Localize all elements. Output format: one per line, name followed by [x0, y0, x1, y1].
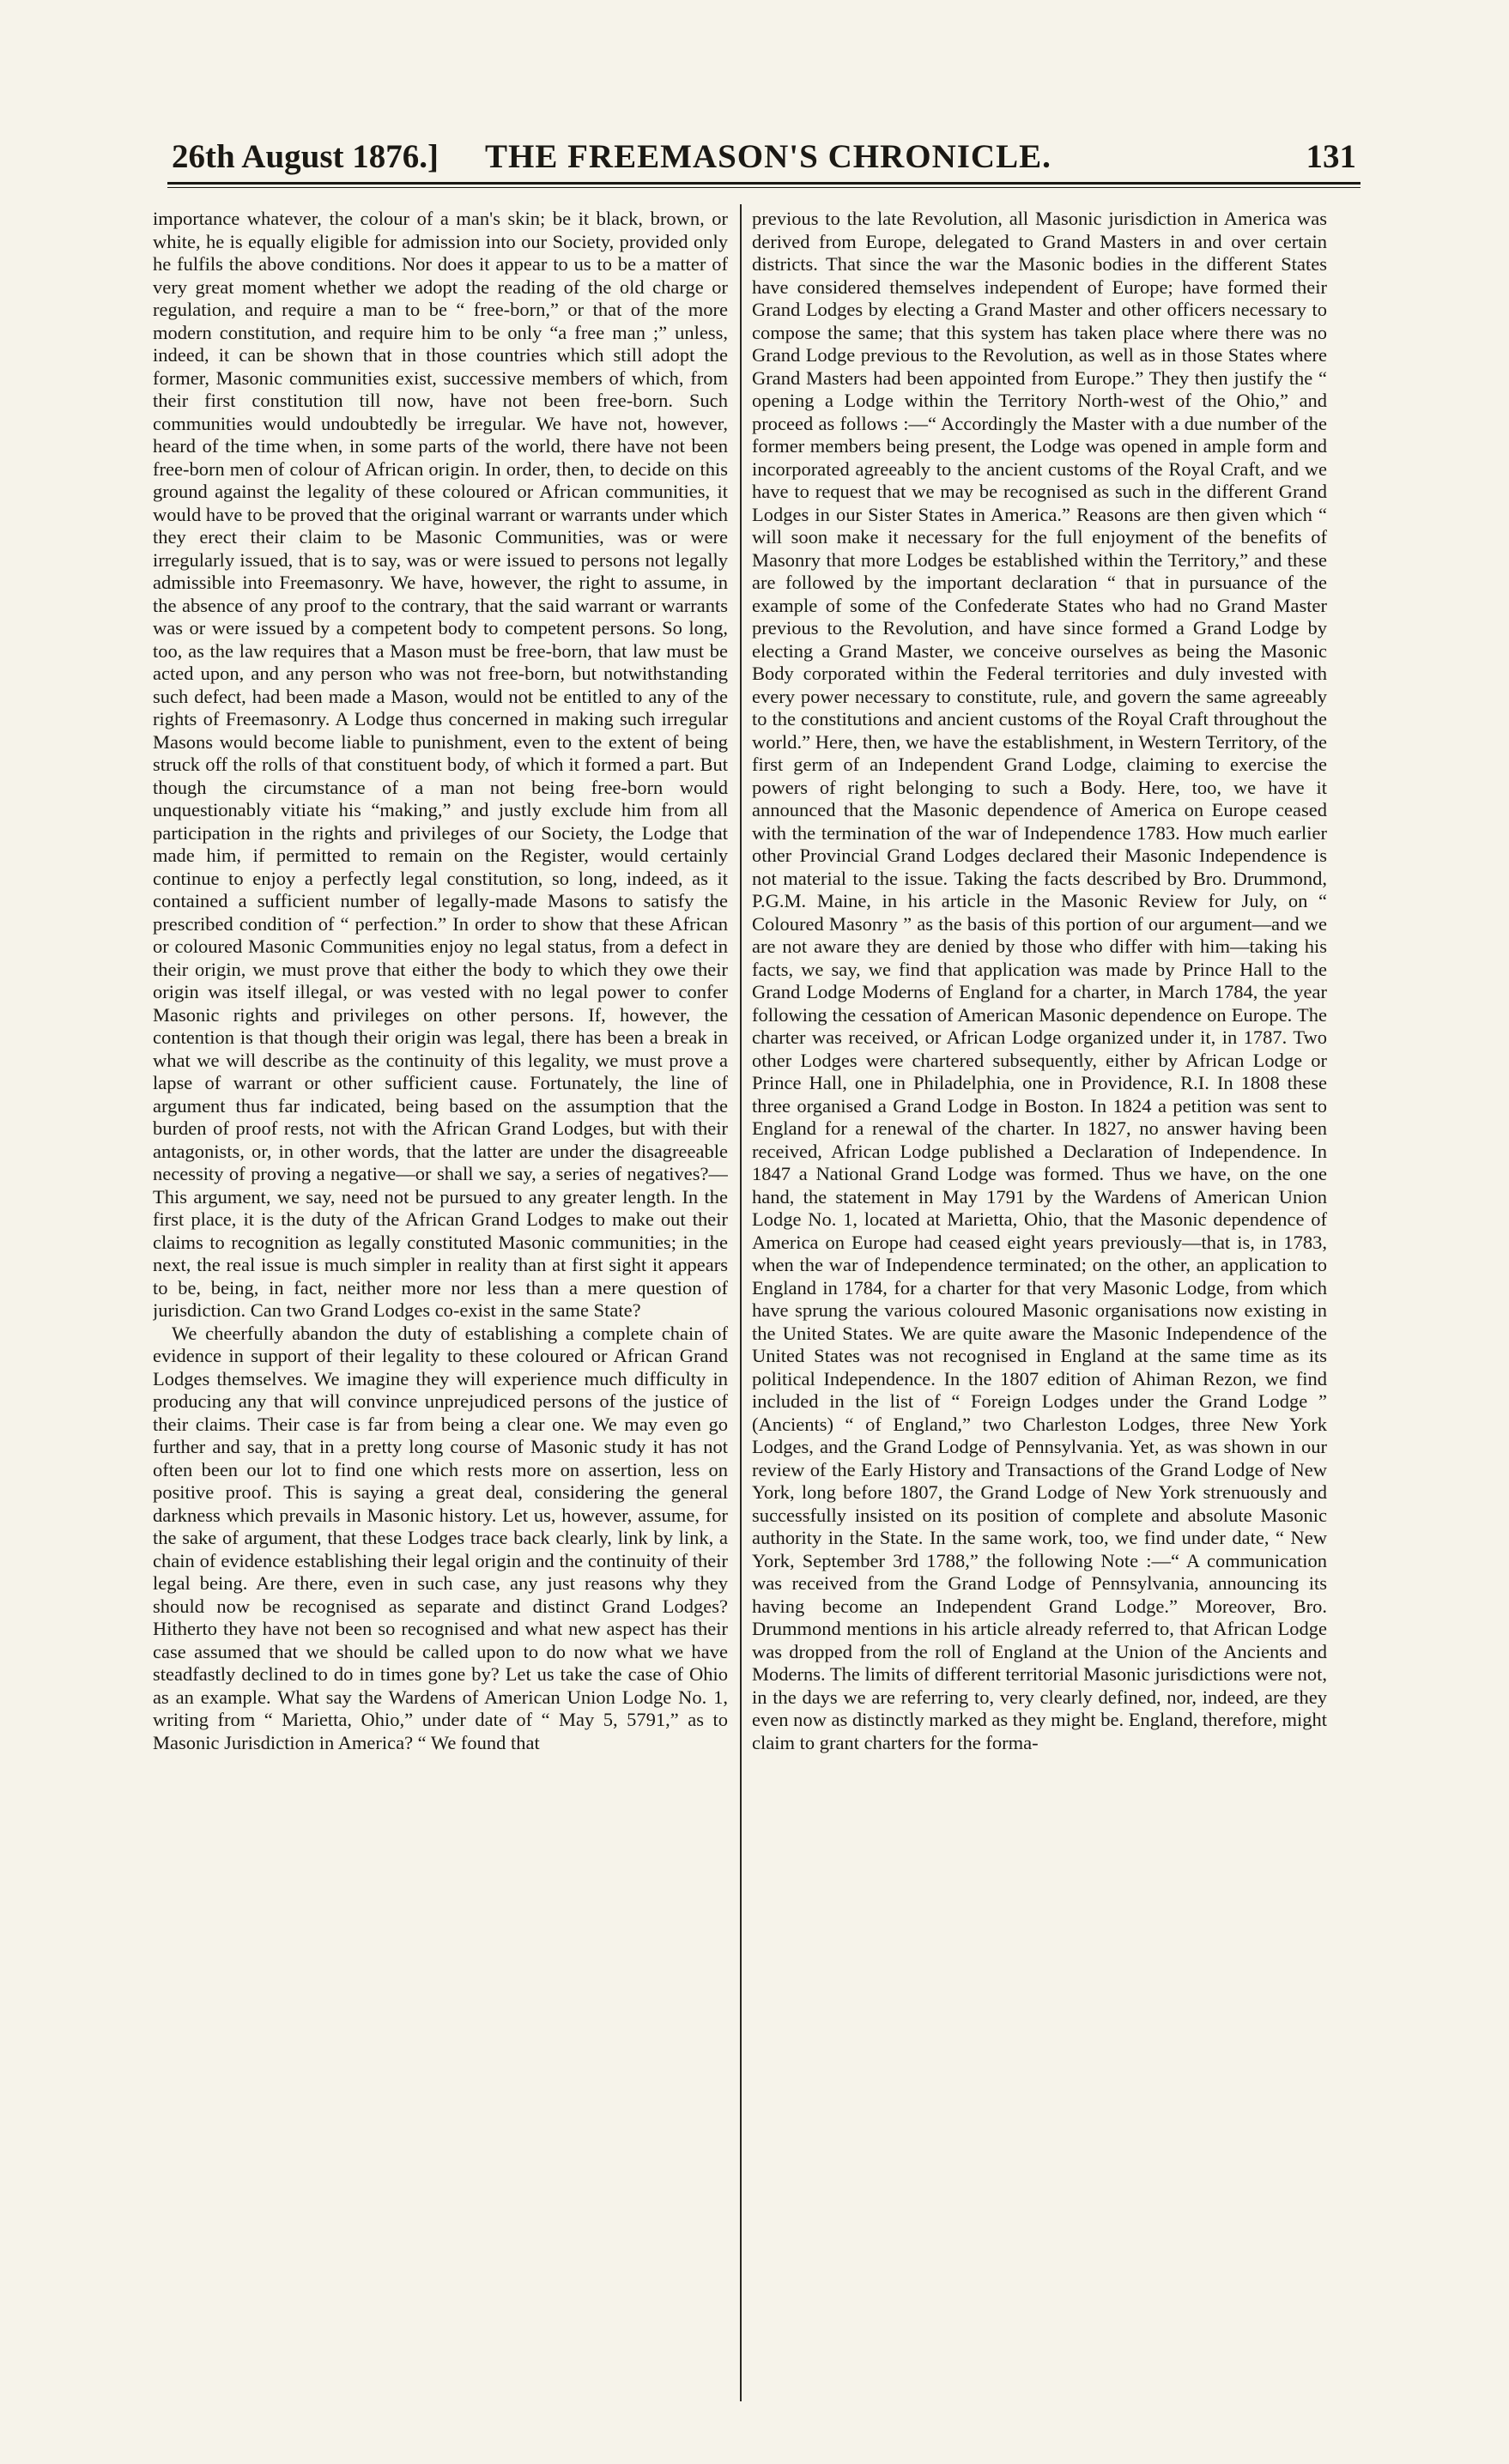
left-column: [153, 208, 728, 2392]
right-paragraph-1: previous to the late Revolution, all Masonic jurisdiction in America was derived from Europe, delegated to Grand Masters in and over certain districts. That since the war the Masonic bodies in the different States have considered themselves independent of Europe; have formed their Grand Lodges by electing a Grand Master and other officers necessary to compose the same; that this system has taken place where there was no Grand Lodge previous to the Revolution, as well as in those States where Grand Masters had been appointed from Europe.” They then justify the “ opening a Lodge within the Territory North-west of the Ohio,” and proceed as follows :—“ Accordingly the Master with a due number of the former members being present, the Lodge was opened in ample form and incorporated agreeably to the ancient customs of the Royal Craft, and we have to request that we may be recognised as such in the different Grand Lodges in our Sister States in America.” Reasons are then given which “ will soon make it necessary for the full enjoyment of the benefits of Masonry that more Lodges be established within the Territory,” and these are followed by the important declaration “ that in pursuance of the example of some of the Confederate States who had no Grand Master previous to the Revolution, and have since formed a Grand Lodge by electing a Grand Master, we conceive ourselves as being the Masonic Body corporated within the Federal territories and duly invested with every power necessary to constitute, rule, and govern the same agreeably to the constitutions and ancient customs of the Royal Craft throughout the world.” Here, then, we have the establishment, in Western Territory, of the first germ of an Independent Grand Lodge, claiming to exercise the powers of right belonging to such a Body. Here, too, we have it announced that the Masonic dependence of America on Europe ceased with the termination of the war of Independence 1783. How much earlier other Provincial Grand Lodges declared their Masonic Independence is not material to the issue. Taking the facts described by Bro. Drummond, P.G.M. Maine, in his article in the Masonic Review for July, on “ Coloured Masonry ” as the basis of this portion of our argument—and we are not aware they are denied by those who differ with him—taking his facts, we say, we find that application was made by Prince Hall to the Grand Lodge Moderns of England for a charter, in March 1784, the year following the cessation of American Masonic dependence on Europe. The charter was received, or African Lodge organized under it, in 1787. Two other Lodges were chartered subsequently, either by African Lodge or Prince Hall, one in Philadelphia, one in Providence, R.I. In 1808 these three organised a Grand Lodge in Boston. In 1824 a petition was sent to England for a renewal of the charter. In 1827, no answer having been received, African Lodge published a Declaration of Independence. In 1847 a National Grand Lodge was formed. Thus we have, on the one hand, the statement in May 1791 by the Wardens of American Union Lodge No. 1, located at Marietta, Ohio, that the Masonic dependence of America on Europe had ceased eight years previously—that is, in 1783, when the war of Independence terminated; on the other, an application to England in 1784, for a charter for that very Masonic Lodge, from which have sprung the various coloured Masonic organisations now existing in the United States. We are quite aware the Masonic Independence of the United States was not recognised in England at the same time as its political Independence. In the 1807 edition of Ahiman Rezon, we find included in the list of “ Foreign Lodges under the Grand Lodge ” (Ancients) “ of England,” two Charleston Lodges, three New York Lodges, and the Grand Lodge of Pennsylvania. Yet, as was shown in our review of the Early History and Transactions of the Grand Lodge of New York, long before 1807, the Grand Lodge of New York strenuously and successfully insisted on its position of complete and absolute Masonic authority in the State. In the same work, too, we find under date, “ New York, September 3rd 1788,” the following Note :—“ A communication was received from the Grand Lodge of Pennsylvania, announcing its having become an Independent Grand Lodge.” Moreover, Bro. Drummond mentions in his article already referred to, that African Lodge was dropped from the roll of England at the Union of the Ancients and Moderns. The limits of different territorial Masonic jurisdictions were not, in the days we are referring to, very clearly defined, nor, indeed, are they even now as distinctly marked as they might be. England, therefore, might claim to grant charters for the forma-: [752, 208, 1327, 1753]
issue-date: 26th August 1876.]: [172, 138, 439, 175]
left-paragraph-2: We cheerfully abandon the duty of establishing a complete chain of evidence in support of their legality to these coloured or African Grand Lodges themselves. We imagine they will experience much difficulty in producing any that will convince unprejudiced persons of the justice of their claims. Their case is far from being a clear one. We may even go further and say, that in a pretty long course of Masonic study it has not often been our lot to find one which rests more on assertion, less on positive proof. This is saying a great deal, considering the general darkness which prevails in Masonic history. Let us, however, assume, for the sake of argument, that these Lodges trace back clearly, link by link, a chain of evidence establishing their legal origin and the continuity of their legal being. Are there, even in such case, any just reasons why they should now be recognised as separate and distinct Grand Lodges? Hitherto they have not been so recognised and what new aspect has their case assumed that we should be called upon to do now what we have steadfastly declined to do in times gone by? Let us take the case of Ohio as an example. What say the Wardens of American Union Lodge No. 1, writing from “ Marietta, Ohio,” under date of “ May 5, 5791,” as to Masonic Jurisdiction in America? “ We found that: [153, 1322, 728, 1753]
left-paragraph-1: importance whatever, the colour of a man's skin; be it black, brown, or white, he is equally eligible for admission into our Society, provided only he fulfils the above conditions. Nor does it appear to us to be a matter of very great moment whether we adopt the reading of the old charge or regulation, and require a man to be “ free-born,” or that of the more modern constitution, and require him to be only “a free man ;” unless, indeed, it can be shown that in those countries which still adopt the former, Masonic communities exist, successive members of which, from their first constitution till now, have not been free-born. Such communities would undoubtedly be irregular. We have not, however, heard of the time when, in some parts of the world, there have not been free-born men of colour of African origin. In order, then, to decide on this ground against the legality of these coloured or African communities, it would have to be proved that the original warrant or warrants under which they erect their claim to be Masonic Communities, was or were irregularly issued, that is to say, was or were issued to persons not legally admissible into Freemasonry. We have, however, the right to assume, in the absence of any proof to the contrary, that the said warrant or warrants was or were issued by a competent body to competent persons. So long, too, as the law requires that a Mason must be free-born, that law must be acted upon, and any person who was not free-born, but notwithstanding such defect, had been made a Mason, would not be entitled to any of the rights of Freemasonry. A Lodge thus concerned in making such irregular Masons would become liable to punishment, even to the extent of being struck off the rolls of that constituent body, of which it formed a part. But though the circumstance of a man not being free-born would unquestionably vitiate his “making,” and justly exclude him from all participation in the rights and privileges of our Society, the Lodge that made him, if permitted to remain on the Register, would certainly continue to enjoy a perfectly legal constitution, so long, indeed, as it contained a sufficient number of legally-made Masons to satisfy the prescribed condition of “ perfection.” In order to show that these African or coloured Masonic Communities enjoy no legal status, from a defect in their origin, we must prove that either the body to which they owe their origin was itself illegal, or was vested with no legal power to confer Masonic rights and privileges on other persons. If, however, the contention is that though their origin was legal, there has been a break in what we will describe as the continuity of this legality, we must prove a lapse of warrant or other sufficient cause. Fortunately, the line of argument thus far indicated, being based on the assumption that the burden of proof rests, not with the African Grand Lodges, but with their antagonists, or, in other words, that the latter are under the disagreeable necessity of proving a negative—or shall we say, a series of negatives?—This argument, we say, need not be pursued to any greater length. In the first place, it is the duty of the African Grand Lodges to make out their claims to recognition as legally constituted Masonic communities; in the next, the real issue is much simpler in reality than at first sight it appears to be, being, in fact, neither more nor less than a mere question of jurisdiction. Can two Grand Lodges co-exist in the same State?: [153, 208, 728, 1321]
page-header: [172, 137, 1356, 180]
right-column: [752, 208, 1327, 2392]
newspaper-title: THE FREEMASON'S CHRONICLE.: [485, 138, 1051, 175]
page-number: 131: [1306, 138, 1356, 175]
header-rule: [167, 182, 1361, 185]
header-rule-thin: [167, 187, 1361, 188]
column-divider: [740, 204, 742, 2401]
